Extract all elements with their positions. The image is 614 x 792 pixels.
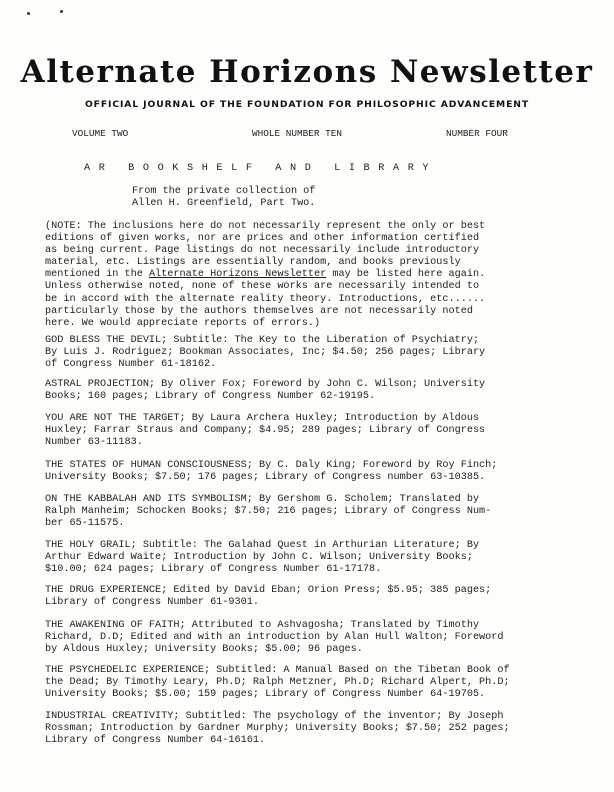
entry-line: ASTRAL PROJECTION; By Oliver Fox; Foreword by John C. Wilson; University xyxy=(45,379,486,390)
book-entry xyxy=(45,379,581,403)
note-text: may be listed here again. xyxy=(326,269,486,281)
entry-line: THE HOLY GRAIL; Subtitle: The Galahad Quest in Arthurian Literature; By xyxy=(45,540,480,551)
book-entry xyxy=(45,540,581,576)
source-line: Allen H. Greenfield, Part Two. xyxy=(132,198,316,209)
entry-line: THE DRUG EXPERIENCE; Edited by David Eban; Orion Press; $5.95; 385 pages; xyxy=(45,585,492,596)
book-entry xyxy=(45,585,581,609)
speck-mark xyxy=(60,10,63,13)
entry-line: Richard, D.D; Edited and with an introduction by Alan Hull Walton; Foreword xyxy=(45,632,504,644)
entry-line: GOD BLESS THE DEVIL; Subtitle: The Key to the Liberation of Psychiatry; xyxy=(45,335,480,346)
note-line xyxy=(45,269,581,281)
entry-line: By Luis J. Rodriguez; Bookman Associates, Inc; $4.50; 256 pages; Library xyxy=(45,347,486,359)
entry-line: of Congress Number 61-18162. xyxy=(45,359,217,371)
issue-number-label: NUMBER FOUR xyxy=(446,128,508,139)
note-line: Unless otherwise noted, none of these works are necessarily intended to xyxy=(45,281,480,293)
book-entry xyxy=(45,711,581,747)
note-text: mentioned in the xyxy=(45,269,149,281)
entry-line: Books; 160 pages; Library of Congress Number 62-19195. xyxy=(45,391,376,403)
book-entry xyxy=(45,335,581,371)
entry-line: YOU ARE NOT THE TARGET; By Laura Archera Huxley; Introduction by Aldous xyxy=(45,413,480,424)
entry-line: THE AWAKENING OF FAITH; Attributed to Ashvagosha; Translated by Timothy xyxy=(45,620,480,631)
journal-subtitle: OFFICIAL JOURNAL OF THE FOUNDATION FOR PHILOSOPHIC ADVANCEMENT xyxy=(84,99,530,110)
entry-line: ON THE KABBALAH AND ITS SYMBOLISM; By Gershom G. Scholem; Translated by xyxy=(45,494,480,505)
collection-source xyxy=(132,186,315,210)
note-line: as being current. Page listings do not necessarily include introductory xyxy=(45,245,480,257)
newsletter-title-underlined: Alternate Horizons Newsletter xyxy=(148,269,327,281)
note-line: be in accord with the alternate reality theory. Introductions, etc...... xyxy=(45,293,486,305)
note-line: editions of given works, nor are prices and other information certified xyxy=(45,233,480,245)
note-line: (NOTE: The inclusions here do not necessarily represent the only or best xyxy=(45,221,486,232)
book-entry xyxy=(45,413,581,449)
speck-mark xyxy=(27,12,30,15)
entry-line: $10.00; 624 pages; Library of Congress Number 61-17178. xyxy=(45,564,382,576)
entry-line: Library of Congress Number 64-16161. xyxy=(45,735,266,747)
entry-line: Rossman; Introduction by Gardner Murphy; University Books; $7.50; 252 pages; xyxy=(45,723,510,735)
note-line: material, etc. Listings are essentially random, and books previously xyxy=(45,257,461,269)
entry-line: by Aldous Huxley; University Books; $5.00; 96 pages. xyxy=(45,644,363,656)
entry-line: University Books; $5.00; 159 pages; Library of Congress Number 64-19705. xyxy=(45,689,486,701)
entry-line: Ralph Manheim; Schocken Books; $7.50; 216 pages; Library of Congress Num- xyxy=(45,506,492,518)
entry-line: University Books; $7.50; 176 pages; Library of Congress number 63-10385. xyxy=(45,472,486,484)
source-line: From the private collection of xyxy=(132,186,316,197)
whole-number-label: WHOLE NUMBER TEN xyxy=(252,128,343,139)
entry-line: Arthur Edward Waite; Introduction by John C. Wilson; University Books; xyxy=(45,552,473,564)
entry-line: ber 65-11575. xyxy=(45,518,125,530)
entry-line: THE PSYCHEDELIC EXPERIENCE; Subtitled: A Manual Based on the Tibetan Book of xyxy=(45,665,510,676)
entry-line: the Dead; By Timothy Leary, Ph.D; Ralph Metzner, Ph.D; Richard Alpert, Ph.D; xyxy=(45,677,510,689)
entry-line: THE STATES OF HUMAN CONSCIOUSNESS; By C. Daly King; Foreword by Roy Finch; xyxy=(45,460,498,471)
entry-line: Number 63-11183. xyxy=(45,437,143,449)
book-entry xyxy=(45,460,581,484)
book-entry xyxy=(45,494,581,530)
editorial-note xyxy=(45,221,581,330)
book-entry xyxy=(45,620,581,656)
note-line: particularly those by the authors themselves are not necessarily noted xyxy=(45,305,473,317)
entry-line: Huxley; Farrar Straus and Company; $4.95; 289 pages; Library of Congress xyxy=(45,425,486,437)
volume-label: VOLUME TWO xyxy=(72,128,129,139)
note-line: here. We would appreciate reports of errors.) xyxy=(45,317,321,329)
newsletter-masthead: Alternate Horizons Newsletter xyxy=(20,54,594,90)
section-title: AR BOOKSHELF AND LIBRARY xyxy=(84,163,438,174)
book-entry xyxy=(45,665,581,701)
entry-line: INDUSTRIAL CREATIVITY; Subtitled: The psychology of the inventor; By Joseph xyxy=(45,711,504,722)
entry-line: Library of Congress Number 61-9301. xyxy=(45,597,259,609)
